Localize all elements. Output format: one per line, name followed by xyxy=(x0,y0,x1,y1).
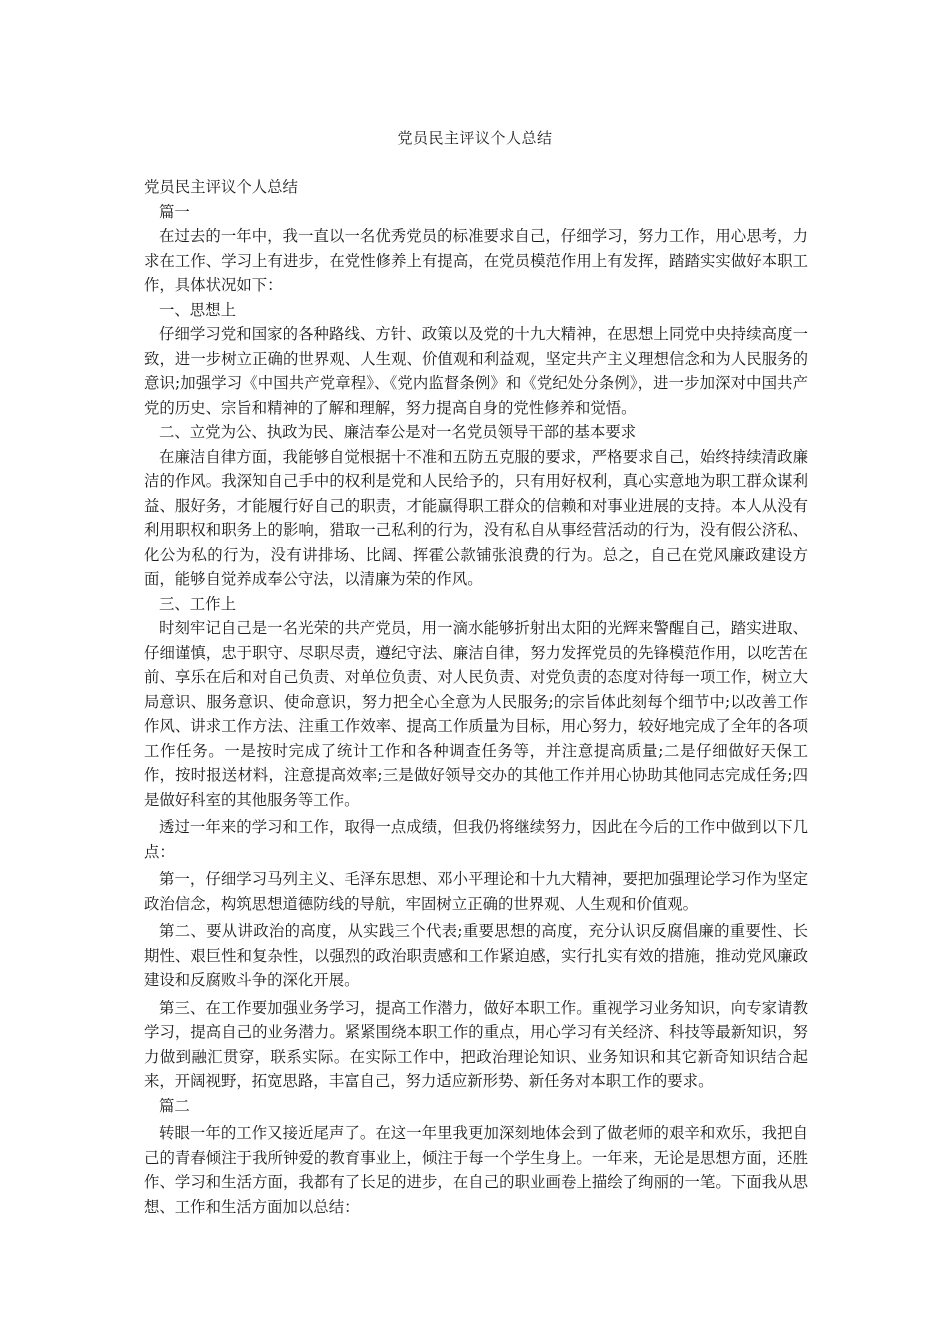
body-paragraph: 仔细学习党和国家的各种路线、方针、政策以及党的十九大精神，在思想上同党中央持续高度一致，进一步树立正确的世界观、人生观、价值观和利益观，坚定共产主义理想信念和为人民服务的意识;加强学习《中国共产党章程》、《党内监督条例》和《党纪处分条例》，进一步加深对中国共产党的历史、宗旨和精神的了解和理解，努力提高自身的党性修养和觉悟。 xyxy=(144,325,808,417)
document-body xyxy=(144,175,808,1219)
body-paragraph: 二、立党为公、执政为民、廉洁奉公是对一名党员领导干部的基本要求 xyxy=(159,423,637,441)
body-paragraph: 转眼一年的工作又接近尾声了。在这一年里我更加深刻地体会到了做老师的艰辛和欢乐，我把自己的青春倾注于我所钟爱的教育事业上，倾注于每一个学生身上。一年来，无论是思想方面，还胜作、学习和生活方面，我都有了长足的进步，在自己的职业画卷上描绘了绚丽的一笔。下面我从思想、工作和生活方面加以总结： xyxy=(144,1124,808,1216)
body-paragraph: 第二、要从讲政治的高度，从实践三个代表;重要思想的高度，充分认识反腐倡廉的重要性、长期性、艰巨性和复杂性，以强烈的政治职责感和工作紧迫感，实行扎实有效的措施，推动党风廉政建设和反腐败斗争的深化开展。 xyxy=(144,922,808,989)
body-paragraph: 第一，仔细学习马列主义、毛泽东思想、邓小平理论和十九大精神，要把加强理论学习作为坚定政治信念，构筑思想道德防线的导航，牢固树立正确的世界观、人生观和价值观。 xyxy=(144,870,808,913)
document-title: 党员民主评议个人总结 xyxy=(397,129,553,147)
body-paragraph: 篇二 xyxy=(159,1096,190,1115)
body-paragraph: 一、思想上 xyxy=(159,300,236,319)
body-paragraph: 篇一 xyxy=(159,202,190,221)
body-paragraph: 透过一年来的学习和工作，取得一点成绩，但我仍将继续努力，因此在今后的工作中做到以下几点： xyxy=(144,818,808,861)
body-paragraph: 在廉洁自律方面，我能够自觉根据十不准和五防五克服的要求，严格要求自己，始终持续清政廉洁的作风。我深知自己手中的权利是党和人民给予的，只有用好权利，真心实意地为职工群众谋利益、服好务，才能履行好自己的职责，才能赢得职工群众的信赖和对事业进展的支持。本人从没有利用职权和职务上的影响，猎取一己私利的行为，没有私自从事经营活动的行为，没有假公济私、化公为私的行为，没有讲排场、比阔、挥霍公款铺张浪费的行为。总之，自己在党风廉政建设方面，能够自觉养成奉公守法，以清廉为荣的作风。 xyxy=(144,447,808,588)
body-paragraph: 时刻牢记自己是一名光荣的共产党员，用一滴水能够折射出太阳的光辉来警醒自己，踏实进取、仔细谨慎，忠于职守、尽职尽责，遵纪守法、廉洁自律，努力发挥党员的先锋模范作用，以吃苦在前、享乐在后和对自己负责、对单位负责、对人民负责、对党负责的态度对待每一项工作，树立大局意识、服务意识、使命意识，努力把全心全意为人民服务;的宗旨体此刻每个细节中;以改善工作作风、讲求工作方法、注重工作效率、提高工作质量为目标，用心努力，较好地完成了全年的各项工作任务。一是按时完成了统计工作和各种调查任务等，并注意提高质量;二是仔细做好天保工作，按时报送材料，注意提高效率;三是做好领导交办的其他工作并用心协助其他同志完成任务;四是做好科室的其他服务等工作。 xyxy=(144,619,808,809)
document-subtitle: 党员民主评议个人总结 xyxy=(144,178,298,196)
body-paragraph: 第三、在工作要加强业务学习，提高工作潜力，做好本职工作。重视学习业务知识，向专家请教学习，提高自己的业务潜力。紧紧围绕本职工作的重点，用心学习有关经济、科技等最新知识，努力做到融汇贯穿，联系实际。在实际工作中，把政治理论知识、业务知识和其它新奇知识结合起来，开阔视野，拓宽思路，丰富自己，努力适应新形势、新任务对本职工作的要求。 xyxy=(144,998,808,1090)
body-paragraph: 三、工作上 xyxy=(159,594,236,613)
body-paragraph: 在过去的一年中，我一直以一名优秀党员的标准要求自己，仔细学习，努力工作，用心思考，力求在工作、学习上有进步，在党性修养上有提高，在党员模范作用上有发挥，踏踏实实做好本职工作，具体状况如下： xyxy=(144,227,808,294)
